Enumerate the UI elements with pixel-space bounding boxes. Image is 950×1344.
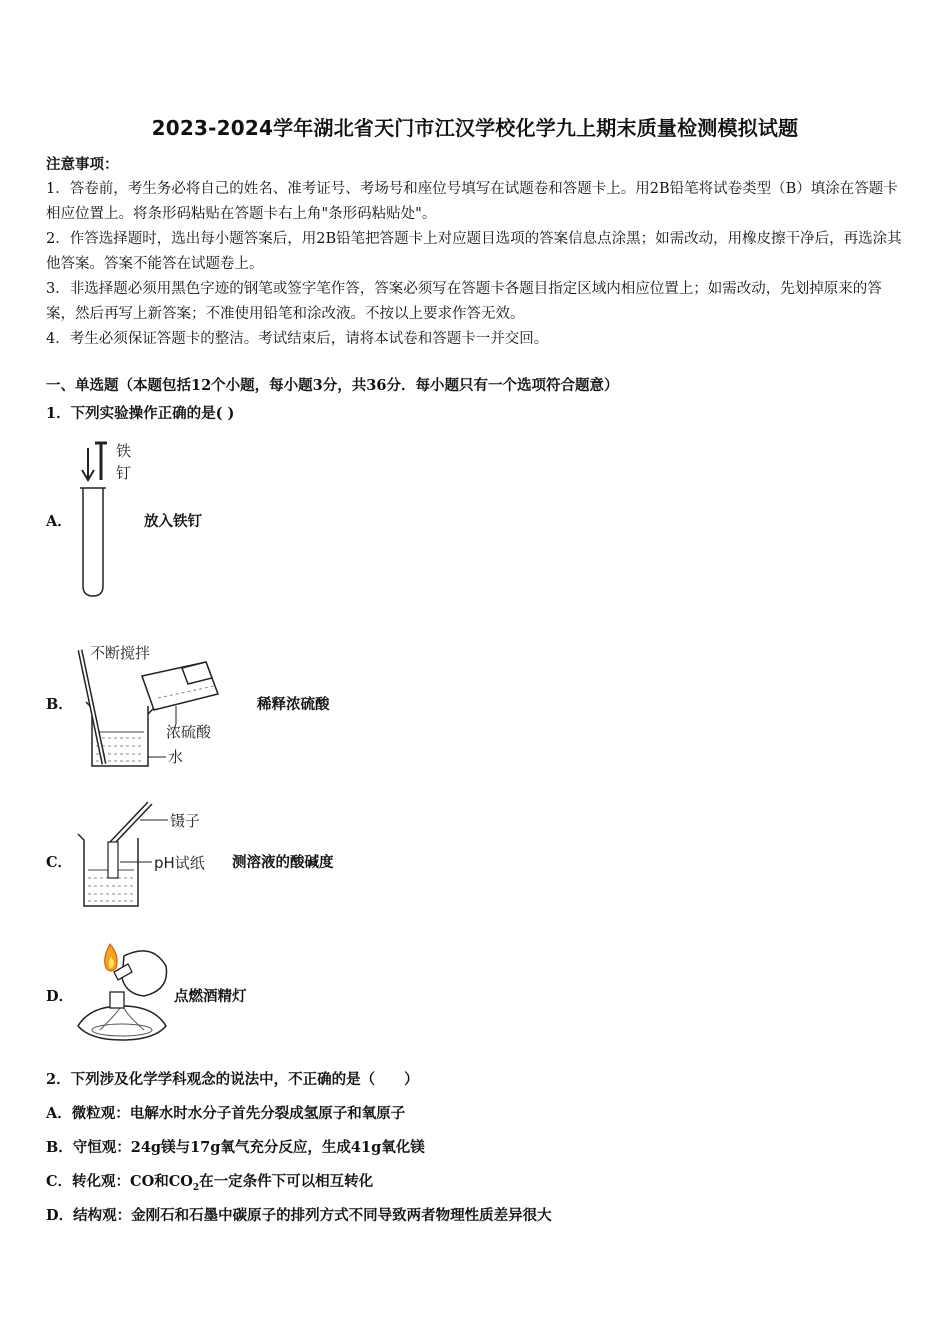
option-c-suffix: 在一定条件下可以相互转化 bbox=[199, 1173, 374, 1190]
question-1-stem: 1．下列实验操作正确的是( ) bbox=[46, 405, 235, 422]
notes-heading: 注意事项： bbox=[46, 156, 119, 173]
page-title: 2023-2024学年湖北省天门市江汉学校化学九上期末质量检测模拟试题 bbox=[151, 116, 799, 140]
option-a-letter: A． bbox=[46, 513, 72, 530]
acid-label: 浓硫酸 bbox=[166, 723, 212, 741]
option-c-caption: 测溶液的酸碱度 bbox=[232, 854, 334, 871]
question-2-stem: 2．下列涉及化学学科观念的说法中，不正确的是（ ） bbox=[46, 1071, 419, 1088]
alcohol-lamp-figure bbox=[70, 934, 174, 1048]
option-d-letter: D． bbox=[46, 988, 74, 1005]
nail-label-1: 铁 bbox=[116, 442, 132, 460]
note-item: 2．作答选择题时，选出每小题答案后，用2B铅笔把答题卡上对应题目选项的答案信息点涂黑；如需改动，用橡皮擦干净后，再选涂其他答案。答案不能答在试题卷上。 bbox=[46, 231, 902, 272]
dilution-figure bbox=[74, 640, 254, 772]
stir-label: 不断搅拌 bbox=[90, 644, 151, 662]
option-c-prefix: C．转化观：CO和CO bbox=[46, 1173, 193, 1190]
ph-paper-label: pH试纸 bbox=[154, 854, 205, 872]
question-2-option-a: A．微粒观：电解水时水分子首先分裂成氢原子和氧原子 bbox=[46, 1105, 406, 1122]
note-item: 1．答卷前，考生务必将自己的姓名、准考证号、考场号和座位号填写在试题卷和答题卡上。用2B铅笔将试卷类型（B）填涂在答题卡相应位置上。将条形码粘贴在答题卡右上角"条形码粘贴处"。 bbox=[46, 181, 898, 222]
test-tube-figure bbox=[70, 436, 140, 602]
water-label: 水 bbox=[168, 748, 184, 766]
note-item: 3．非选择题必须用黑色字迹的钢笔或签字笔作答，答案必须写在答题卡各题目指定区域内相应位置上；如需改动，先划掉原来的答案，然后再写上新答案；不准使用铅笔和涂改液。不按以上要求作答无效。 bbox=[46, 281, 882, 322]
option-a-caption: 放入铁钉 bbox=[144, 513, 202, 530]
option-b-caption: 稀释浓硫酸 bbox=[257, 696, 330, 713]
option-b-letter: B． bbox=[46, 696, 73, 713]
option-c-letter: C． bbox=[46, 854, 73, 871]
section-heading: 一、单选题（本题包括12个小题，每小题3分，共36分．每小题只有一个选项符合题意） bbox=[46, 377, 619, 394]
question-2-option-d: D．结构观：金刚石和石墨中碳原子的排列方式不同导致两者物理性质差异很大 bbox=[46, 1207, 552, 1224]
note-item: 4．考生必须保证答题卡的整洁。考试结束后，请将本试卷和答题卡一并交回。 bbox=[46, 331, 549, 347]
option-d-caption: 点燃酒精灯 bbox=[174, 988, 247, 1005]
notes-block bbox=[46, 152, 908, 352]
ph-test-figure bbox=[74, 798, 230, 910]
question-2-option-b: B．守恒观：24g镁与17g氧气充分反应，生成41g氧化镁 bbox=[46, 1139, 425, 1156]
nail-label-2: 钉 bbox=[116, 464, 132, 482]
option-c-subscript: 2 bbox=[192, 1182, 200, 1193]
tweezers-label: 镊子 bbox=[170, 812, 201, 830]
question-2-option-c bbox=[46, 1170, 373, 1193]
